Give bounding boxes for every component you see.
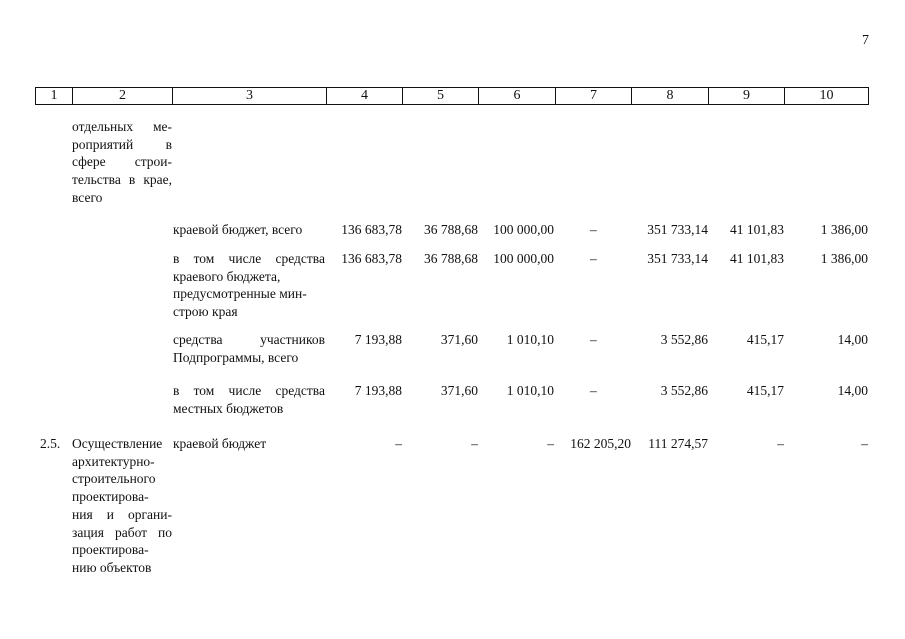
table-cell: 100 000,00	[493, 222, 554, 237]
table-cell: 351 733,14	[647, 222, 708, 237]
header-col-5: 5	[403, 88, 479, 105]
header-col-9: 9	[709, 88, 785, 105]
table-cell: 415,17	[746, 383, 784, 398]
header-col-6: 6	[479, 88, 556, 105]
table-cell: –	[471, 436, 478, 451]
table-cell: 136 683,78	[341, 222, 402, 237]
header-col-4: 4	[327, 88, 403, 105]
table-cell: 1 386,00	[820, 222, 868, 237]
table-cell: 41 101,83	[730, 251, 784, 266]
table-cell: 162 205,20	[570, 436, 631, 451]
header-col-3: 3	[173, 88, 327, 105]
row-source-label: в том числе средства краевого бюджета, предусмотренные мин- строю края	[173, 251, 325, 320]
table-cell: 3 552,86	[660, 383, 708, 398]
table-cell: 136 683,78	[341, 251, 402, 266]
header-col-2: 2	[73, 88, 173, 105]
row-number: 2.5.	[40, 436, 61, 451]
table-cell: 371,60	[440, 332, 478, 347]
table-cell: 36 788,68	[424, 222, 478, 237]
table-cell: 7 193,88	[354, 383, 402, 398]
table-cell: –	[590, 332, 597, 347]
table-cell: 1 010,10	[506, 332, 554, 347]
row-activity-name: отдельных ме- роприятий в сфере строи- тельства в крае, всего	[72, 119, 172, 205]
header-col-8: 8	[632, 88, 709, 105]
table-cell: –	[395, 436, 402, 451]
table-cell: 371,60	[440, 383, 478, 398]
header-col-7: 7	[556, 88, 632, 105]
table-header	[35, 87, 869, 105]
table-cell: 36 788,68	[424, 251, 478, 266]
row-activity-name: Осуществление архитектурно- строительного проектирова- ния и органи- зация работ по проектирова- нию объектов	[72, 436, 172, 575]
table-cell: 14,00	[837, 383, 868, 398]
table-cell: –	[777, 436, 784, 451]
row-source-label: в том числе средства местных бюджетов	[173, 383, 325, 416]
table-cell: 1 386,00	[820, 251, 868, 266]
table-cell: 1 010,10	[506, 383, 554, 398]
table-cell: 415,17	[746, 332, 784, 347]
table-cell: 100 000,00	[493, 251, 554, 266]
table-cell: –	[590, 251, 597, 266]
table-cell: 14,00	[837, 332, 868, 347]
table-cell: 41 101,83	[730, 222, 784, 237]
header-col-1: 1	[36, 88, 73, 105]
table-cell: 7 193,88	[354, 332, 402, 347]
table-cell: 3 552,86	[660, 332, 708, 347]
table-cell: 111 274,57	[648, 436, 708, 451]
header-col-10: 10	[785, 88, 869, 105]
page-number: 7	[862, 33, 869, 48]
row-source-label: средства участников Подпрограммы, всего	[173, 332, 325, 365]
table-cell: 351 733,14	[647, 251, 708, 266]
table-cell: –	[590, 222, 597, 237]
table-cell: –	[547, 436, 554, 451]
table-cell: –	[861, 436, 868, 451]
row-source-label: краевой бюджет, всего	[173, 222, 303, 237]
table-cell: –	[590, 383, 597, 398]
row-source-label: краевой бюджет	[173, 436, 267, 451]
